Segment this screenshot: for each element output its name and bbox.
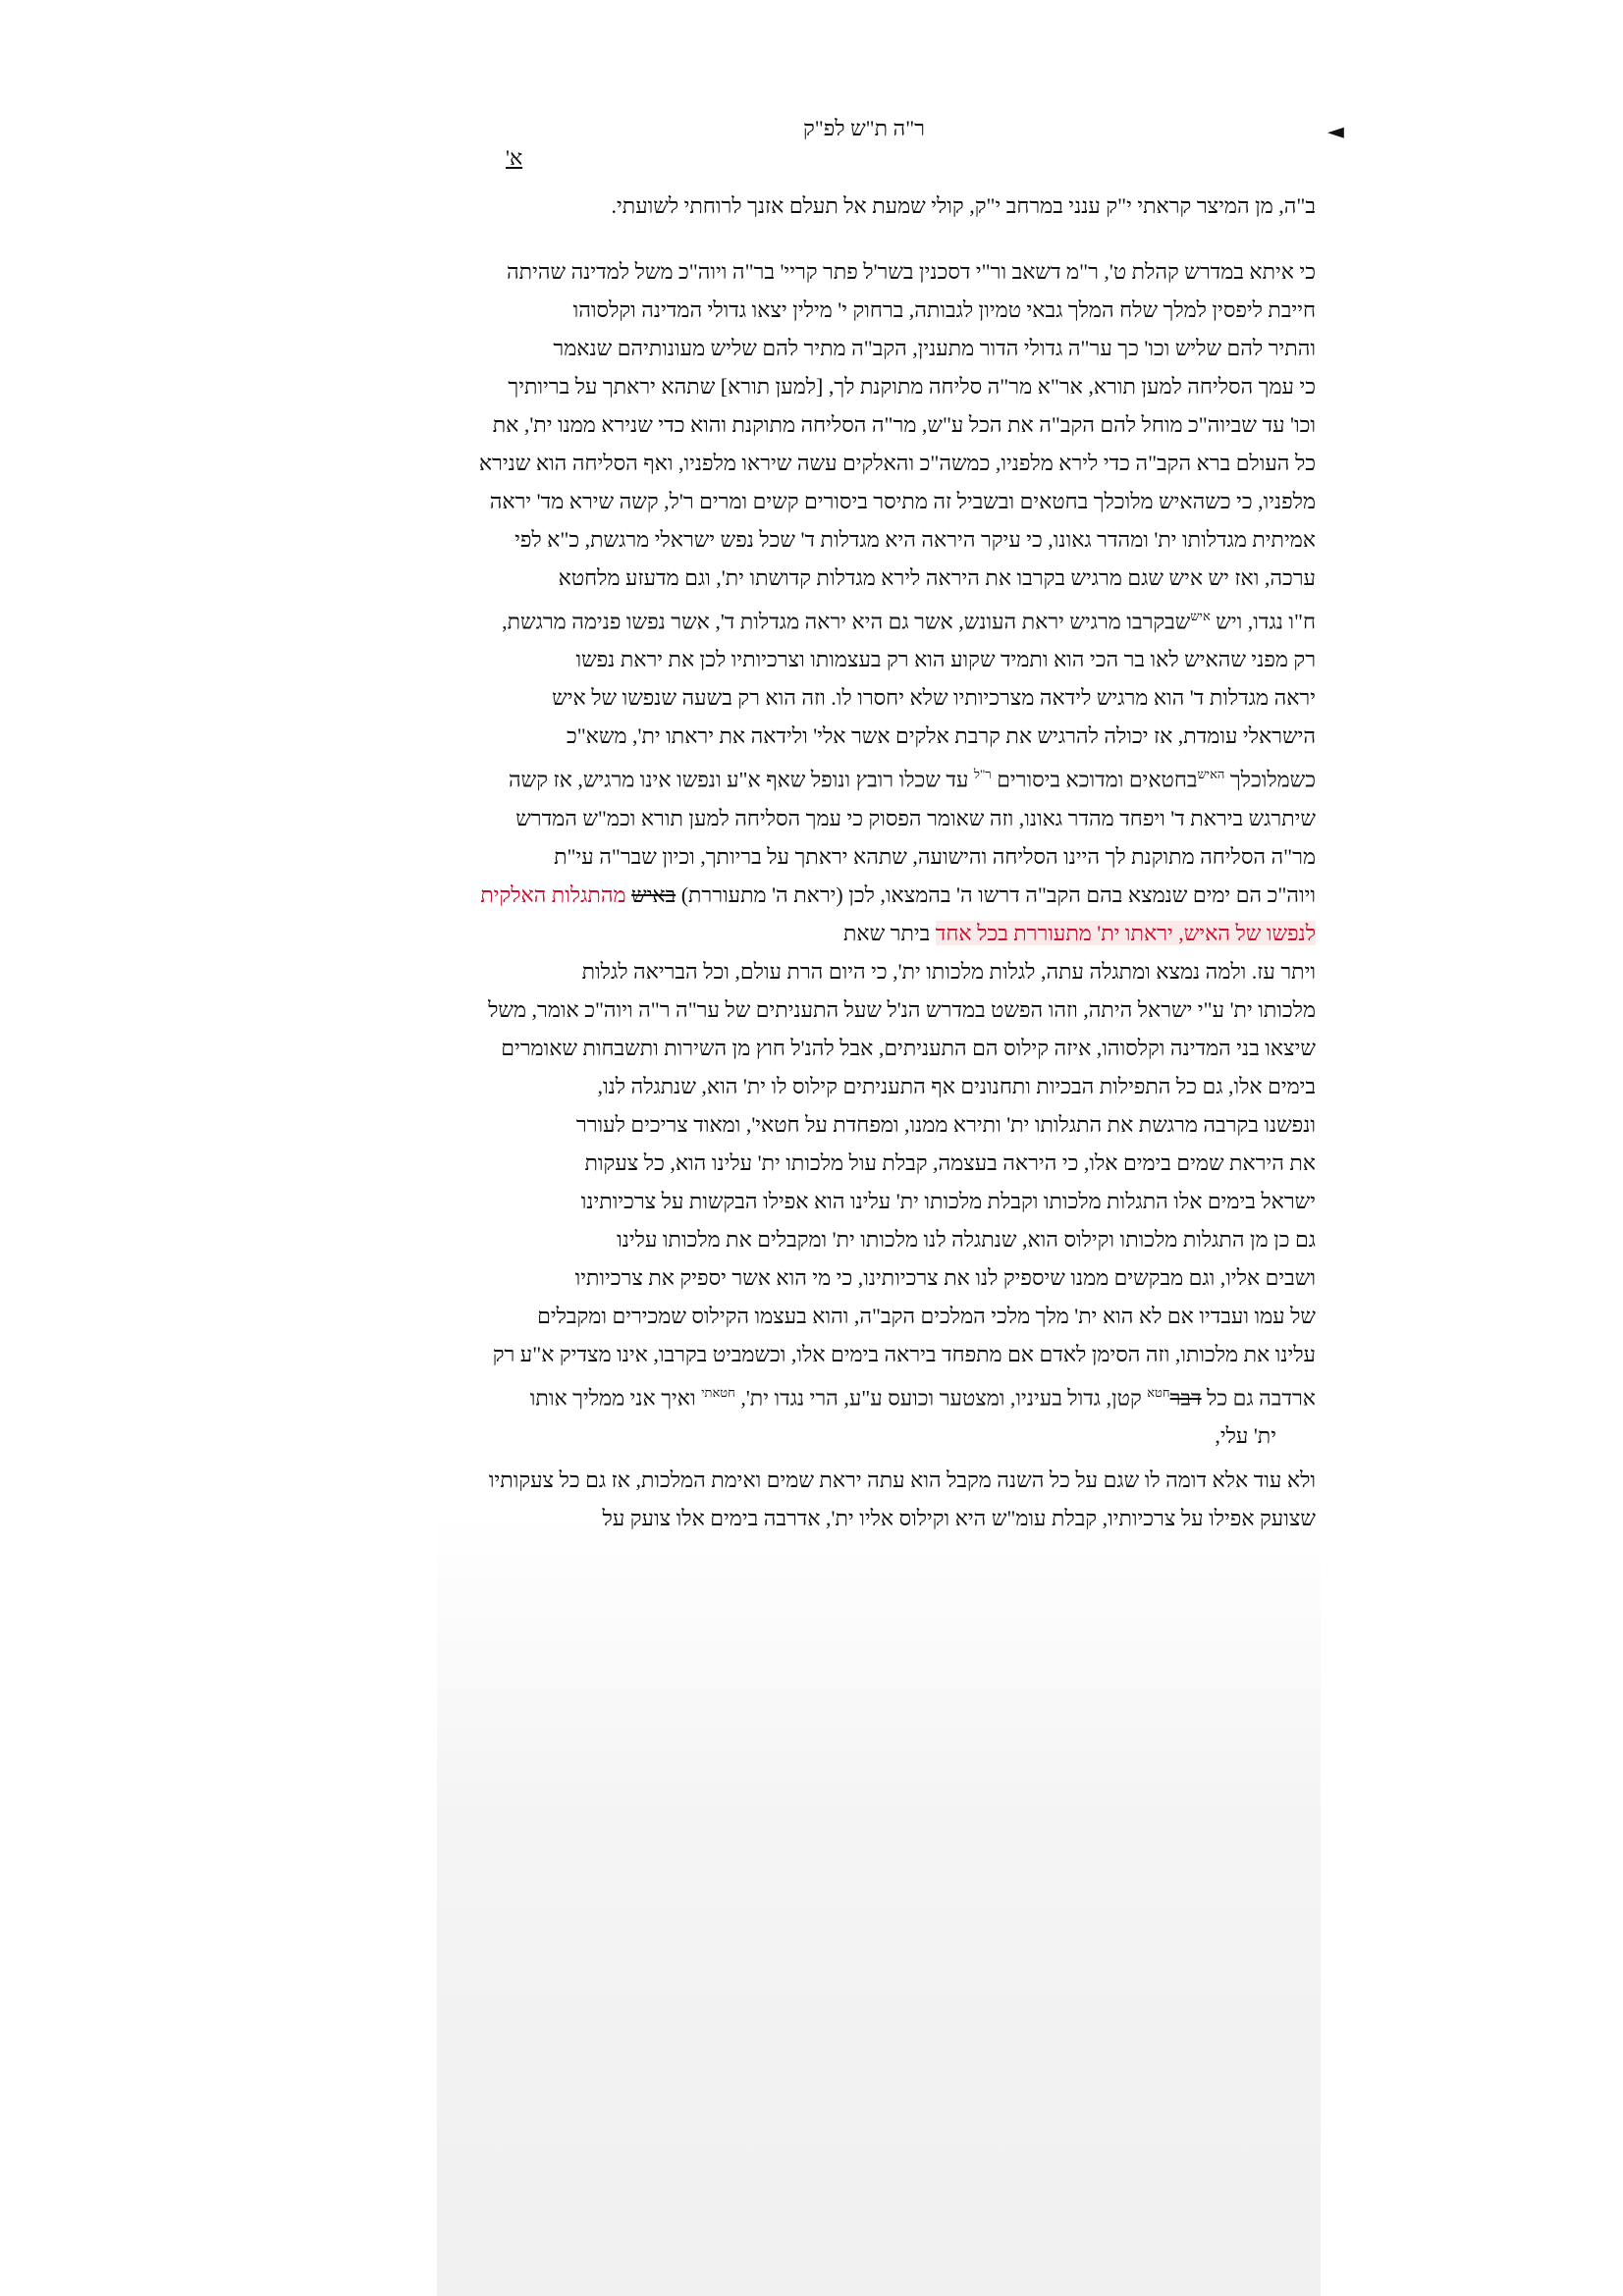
text-line: הישראלי עומדת, אז יכולה להרגיש את קרבת אלקים אשר אלי' ולידאה את יראתו ית', משא"כ xyxy=(566,723,1316,749)
text-line xyxy=(412,597,1316,640)
text-line: כי עמך הסליחה למען תורא, אר"א מר"ה סליחה מתוקנת לך, [למען תורא] שתהא יראתך על בריותיך xyxy=(508,374,1316,399)
text-line: רק מפני שהאיש לאו בר הכי הוא ותמיד שקוע הוא רק בעצמותו וצרכיותיו לכן את יראת נפשו xyxy=(575,647,1316,672)
text-line: ערכה, ואז יש איש שגם מרגיש בקרבו את היראה לירא מגדלות קדושתו ית', וגם מדעזע מלחטא xyxy=(558,565,1316,590)
superscript-insertion: האיש xyxy=(1197,767,1225,782)
text-line: ונפשנו בקרבה מרגשת את התגלותו ית' ותירא ממנו, ומפחדת על חטאי', ומאוד צריכים לעורר xyxy=(575,1111,1316,1137)
text-line: אמיתית מגדלותו ית' ומהדר גאונו, כי עיקר היראה היא מגדלות ד' שכל נפש ישראלי מרגשת, כ"א לפי xyxy=(514,527,1316,552)
text-line: חייבת ליפסין למלך שלח המלך גבאי טמיון לגבותה, ברחוק י' מילין יצאו גדולי המדינה וקלסוהו xyxy=(572,297,1316,322)
text-line: מר"ה הסליחה מתוקנת לך היינו הסליחה והישועה, שתהא יראתך על בריותך, וכיון שבר"ה עי"ת xyxy=(554,843,1316,869)
intro-line: ב"ה, מן המיצר קראתי י"ק ענני במרחב י"ק, קולי שמעת אל תעלם אזנך לרוחתי לשועתי. xyxy=(611,193,1316,218)
text-line: בימים אלו, גם כל התפילות הבכיות ותחנונים אף התעניתים קילוס לו ית' הוא, שנתגלה לנו, xyxy=(597,1073,1316,1098)
text-segment: ביתר שאת xyxy=(842,920,936,945)
text-line: שצועק אפילו על צרכיותיו, קבלת עומ"ש היא וקילוס אליו ית', אדרבה בימים אלו צועק על xyxy=(602,1505,1316,1530)
text-line: שיתרגש ביראת ד' ויפחד מהדר גאונו, וזה שאומר הפסוק כי עמך הסליחה למען תורא וכמ"ש המדרש xyxy=(515,805,1316,830)
paragraph-1 xyxy=(412,252,1316,1455)
text-line: עלינו את מלכותו, וזה הסימן לאדם אם מתפחד ביראה בימים אלו, וכשמביט בקרבו, אינו מצדיק א"ע רק xyxy=(492,1341,1316,1366)
text-segment: קטן, גדול בעיניו, ומצטער וכועס ע"ע, הרי נגדו ית', xyxy=(734,1384,1148,1410)
superscript-insertion: חטאתי xyxy=(701,1384,735,1400)
text-line: ישראל בימים אלו התגלות מלכותו וקבלת מלכותו ית' עלינו הוא אפילו הבקשות על צרכיותינו xyxy=(580,1188,1316,1213)
paragraph-2 xyxy=(412,1461,1316,1537)
text-line: ולא עוד אלא דומה לו שגם על כל השנה מקבל הוא עתה יראת שמים ואימת המלכות, אז גם כל צעקותיו xyxy=(488,1467,1316,1492)
text-line xyxy=(412,914,1316,952)
text-line: ית' עלי, xyxy=(1215,1422,1276,1448)
tracked-insertion: מהתגלות האלקית xyxy=(480,881,632,907)
text-line xyxy=(412,755,1316,798)
text-line: של עמו ועבדיו אם לא הוא ית' מלך מלכי המלכים הקב"ה, והוא בעצמו הקילוס שמכירים ומקבלים xyxy=(537,1303,1316,1328)
text-segment: כשמלוכלך xyxy=(1224,767,1316,792)
text-line: מלפניו, כי כשהאיש מלוכלך בחטאים ובשביל זה מתיסר ביסורים קשים ומרים ר'ל, קשה שירא מד' יראה xyxy=(489,489,1316,513)
text-line: מלכותו ית' ע"י ישראל היתה, וזהו הפשט במדרש הנ'ל שעל התעניתים של ער"ה ר"ה ויוה"כ אומר, משל xyxy=(488,996,1316,1022)
text-line: שיצאו בני המדינה וקלסוהו, איזה קילוס הם התעניתים, אבל להנ'ל חוץ מן השירות ותשבחות שאומרים xyxy=(501,1035,1316,1060)
text-line xyxy=(412,1373,1316,1416)
text-segment: שבקרבו מרגיש יראת העונש, אשר גם היא יראה מגדלות ד', אשר נפשו פנימה מרגשת, xyxy=(502,609,1191,634)
text-line: את היראת שמים בימים אלו, כי היראה בעצמה, קבלת עול מלכותו ית' עלינו הוא, כל צעקות xyxy=(584,1149,1316,1175)
text-line: וכו' עד שביוה"כ מוחל להם הקב"ה את הכל ע"ש, מר"ה הסליחה מתוקנת והוא כדי שנירא ממנו ית', את xyxy=(492,412,1316,437)
text-segment: ויוה"כ הם ימים שנמצא בהם הקב"ה דרשו ה' בהמצאו, לכן (יראת ה' מתעוררת) xyxy=(676,881,1316,907)
superscript-insertion: ר"ל xyxy=(973,767,992,782)
document-body xyxy=(412,108,1316,1537)
text-segment: עד שכלו רובץ ונופל שאף א"ע ונפשו אינו מרגיש, אז קשה xyxy=(509,767,974,792)
text-line: ושבים אליו, וגם מבקשים ממנו שיספיק לנו את צרכיותינו, כי מי הוא אשר יספיק את צרכיותיו xyxy=(574,1264,1316,1290)
superscript-insertion: חטא xyxy=(1147,1384,1170,1400)
text-line: כל העולם ברא הקב"ה כדי לירא מלפניו, כמשה"כ והאלקים עשה שיראו מלפניו, ואף הסליחה הוא שנירא xyxy=(478,451,1316,475)
text-line: יראה מגדלות ד' הוא מרגיש לידאה מצרכיותיו שלא יחסרו לו. וזה הוא רק בשעה שנפשו של איש xyxy=(552,685,1316,711)
text-line: והתיר להם שליש וכו' כך ער"ה גדולי הדור מתענין, הקב"ה מתיר להם שליש מעונותיהם שנאמר xyxy=(553,336,1316,360)
text-line: כי איתא במדרש קהלת ט', ר"מ דשאב ור"י דסכנין בשר'ל פתר קריי' בר"ה ויוה"כ משל למדינה שהיתה xyxy=(507,259,1316,284)
deleted-word: דבר xyxy=(1169,1384,1202,1410)
text-segment: ארדבה גם כל xyxy=(1201,1384,1316,1410)
arrow-marker-icon: ◄ xyxy=(1327,120,1344,144)
page-number-marker: א' xyxy=(506,145,523,170)
text-line: ויתר עז. ולמה נמצא ומתגלה עתה, לגלות מלכותו ית', כי היום הרת עולם, וכל הבריאה לגלות xyxy=(581,958,1316,984)
text-segment: ואיך אני ממליך אותו xyxy=(529,1384,702,1410)
text-segment: ח"ו נגדו, ויש xyxy=(1210,609,1316,634)
superscript-insertion: איש xyxy=(1190,609,1211,623)
text-segment: בחטאים ומדוכא ביסורים xyxy=(991,767,1198,792)
page-header: ר"ה ת"ש לפ"ק xyxy=(803,116,925,140)
deleted-word: באיש xyxy=(631,881,676,907)
text-line xyxy=(412,876,1316,914)
page-shadow xyxy=(437,1512,1321,2296)
tracked-insertion: לנפשו של האיש, יראתו ית' מתעוררת בכל אחד xyxy=(935,920,1316,945)
text-line: גם כן מן התגלות מלכותו וקילוס הוא, שנתגלה לנו מלכותו ית' ומקבלים את מלכותו עלינו xyxy=(617,1226,1316,1252)
